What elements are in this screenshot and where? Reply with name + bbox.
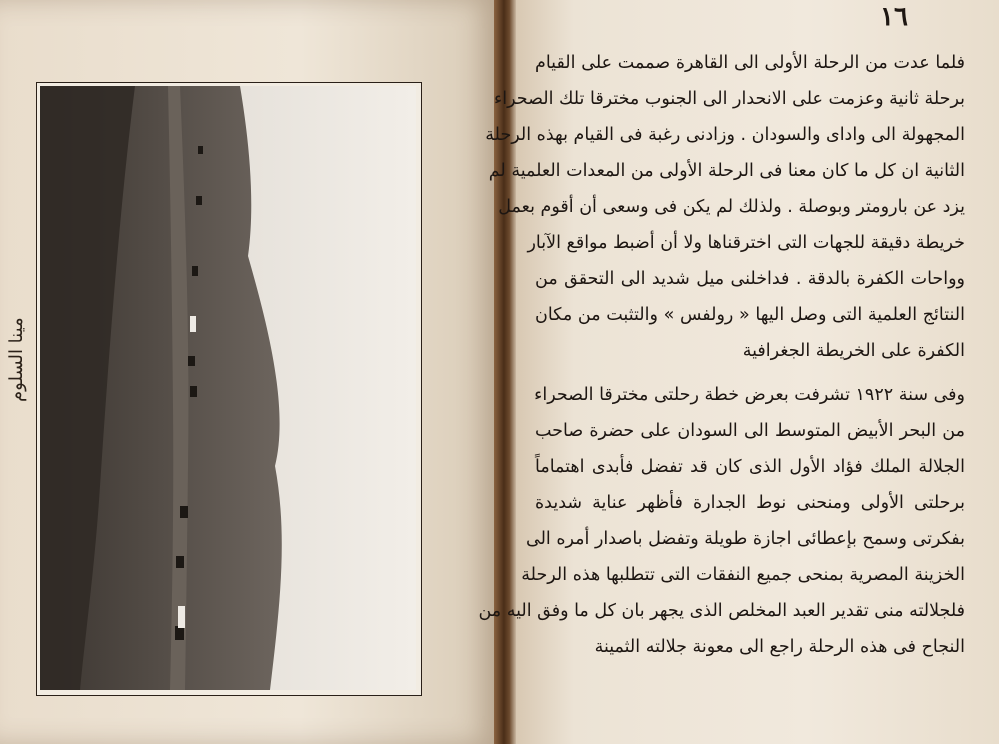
- page-number: ١٦: [880, 2, 908, 32]
- photo-caption: مينا السلوم: [6, 317, 27, 403]
- text-line: الثانية ان كل ما كان معنا فى الرحلة الأولى من المعدات العلمية لم: [488, 161, 965, 181]
- text-line: من البحر الأبيض المتوسط الى السودان على حضرة صاحب: [535, 421, 965, 441]
- text-line: النتائج العلمية التى وصل اليها « رولفس » والتثبت من مكان: [535, 305, 965, 325]
- body-text: [478, 45, 965, 665]
- text-line: الخزينة المصرية بمنحى جميع النفقات التى تتطلبها هذه الرحلة: [521, 565, 965, 585]
- text-line: فلما عدت من الرحلة الأولى الى القاهرة صممت على القيام: [535, 53, 965, 73]
- paragraph-2: [478, 377, 965, 665]
- text-line: الجلالة الملك فؤاد الأول الذى كان قد تفضل فأبدى اهتماماً: [535, 457, 965, 477]
- photo-image: [40, 86, 416, 690]
- text-line: النجاح فى هذه الرحلة راجع الى معونة جلالته الثمينة: [594, 637, 965, 657]
- text-line: فلجلالته منى تقدير العبد المخلص الذى يجهر بان كل ما وفق اليه من: [478, 601, 965, 621]
- text-line: يزد عن بارومتر وبوصلة . ولذلك لم يكن فى وسعى أن أقوم بعمل: [498, 197, 965, 217]
- text-line: برحلتى الأولى ومنحنى نوط الجدارة فأظهر عناية شديدة: [535, 493, 965, 513]
- text-line: المجهولة الى واداى والسودان . وزادنى رغبة فى القيام بهذه الرحلة: [485, 125, 965, 145]
- desert-road-photo: [40, 86, 416, 690]
- text-line: برحلة ثانية وعزمت على الانحدار الى الجنوب مخترقا تلك الصحراء: [494, 89, 965, 109]
- text-line: وواحات الكفرة بالدقة . فداخلنى ميل شديد الى التحقق من: [535, 269, 965, 289]
- paragraph-1: [485, 45, 965, 369]
- text-line: خريطة دقيقة للجهات التى اخترقناها ولا أن أضبط مواقع الآبار: [527, 233, 965, 253]
- text-line: وفى سنة ١٩٢٢ تشرفت بعرض خطة رحلتى مخترقا الصحراء: [534, 385, 965, 405]
- text-line: الكفرة على الخريطة الجغرافية: [742, 341, 965, 361]
- photo-frame: [36, 82, 422, 696]
- text-line: بفكرتى وسمح بإعطائى اجازة طويلة وتفضل باصدار أمره الى: [526, 529, 965, 549]
